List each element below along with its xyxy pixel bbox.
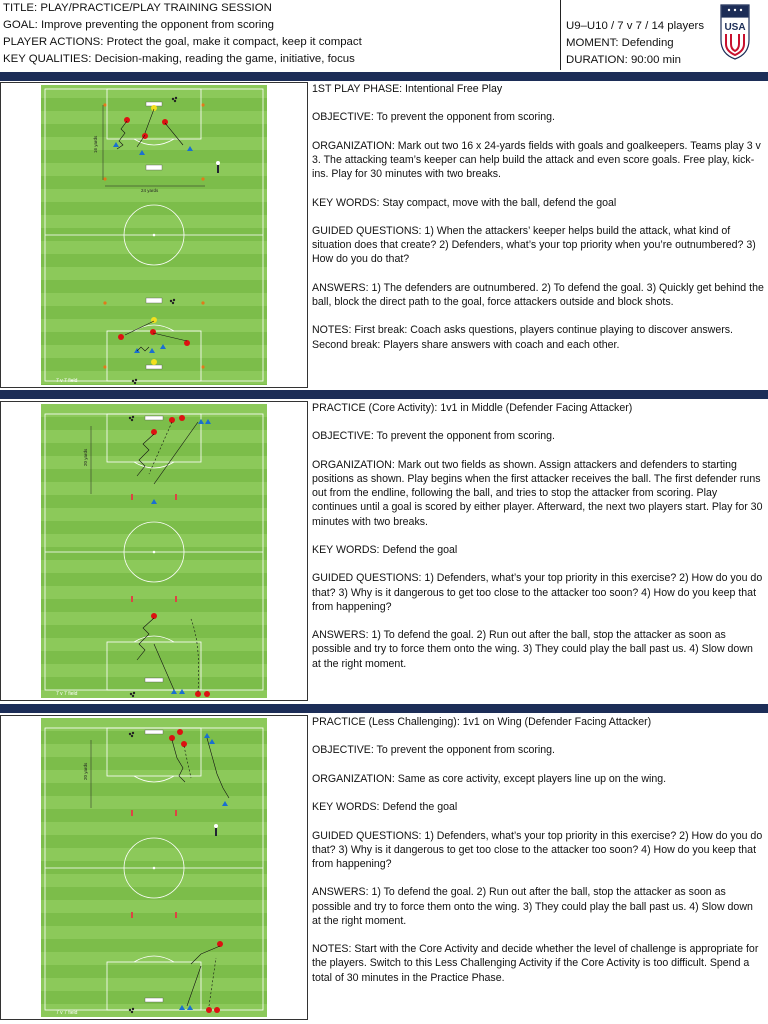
core-activity-field	[41, 404, 267, 698]
objective: OBJECTIVE: To prevent the opponent from scoring.	[312, 744, 555, 757]
answers: ANSWERS: 1) To defend the goal. 2) Run out after the ball, stop the attacker as soon as possible and try to force them onto the wing. 3) They could play the ball past us. 4) Slow down at the right moment.	[312, 886, 753, 927]
goal-icon	[145, 730, 163, 734]
duration: DURATION: 90:00 min	[566, 54, 681, 66]
field-diagram	[0, 715, 308, 1020]
session-text	[312, 82, 764, 366]
answers: ANSWERS: 1) To defend the goal. 2) Run out after the ball, stop the attacker as soon as possible and try to force them onto the wing. 3) They could play the ball past us. 4) Slow down at the right moment.	[312, 629, 753, 670]
session-text	[312, 401, 764, 685]
section-less-challenging	[0, 715, 768, 1020]
guided-questions: GUIDED QUESTIONS: 1) Defenders, what’s your top priority in this exercise? 2) How do you do that? 3) Why is it dangerous to get too close to the attacker too soon? 4) How do you keep that from happening?	[312, 572, 763, 613]
guided-questions: GUIDED QUESTIONS: 1) When the attackers’ keeper helps build the attack, what kind of situation does that create? 2) Defenders, what’s your top priority when you’re outnumbered? 3) How do you do that?	[312, 224, 756, 266]
key-qualities: KEY QUALITIES: Decision-making, reading the game, initiative, focus	[3, 53, 355, 65]
field-label: 7 v 7 field	[56, 1010, 78, 1016]
organization: ORGANIZATION: Mark out two 16 x 24-yards fields with goals and goalkeepers. Teams play 3 v 3. The attacking team’s keeper can help build the attack and even score goals. Free play, kick-ins. Play for 30 minutes with two breaks.	[312, 139, 761, 181]
goal-icon	[145, 998, 163, 1002]
age-group: U9–U10 / 7 v 7 / 14 players	[566, 20, 705, 32]
keeper-icon	[151, 105, 157, 111]
goal-icon	[146, 365, 162, 369]
section-core-activity	[0, 401, 768, 701]
dim-vertical: 20 yards	[83, 448, 88, 466]
section-heading: PRACTICE (Core Activity): 1v1 in Middle (Defender Facing Attacker)	[312, 402, 633, 414]
goal-icon	[145, 678, 163, 682]
dim-vertical: 20 yards	[83, 762, 88, 780]
coach-icon	[214, 824, 218, 828]
field-diagram	[0, 82, 308, 388]
session-goal: GOAL: Improve preventing the opponent from scoring	[3, 19, 274, 31]
section-heading: PRACTICE (Less Challenging): 1v1 on Wing (Defender Facing Attacker)	[312, 716, 652, 728]
keeper-icon	[151, 359, 157, 365]
play-phase-field	[41, 85, 267, 385]
key-words: KEY WORDS: Defend the goal	[312, 543, 458, 556]
logo-lettering: USA	[724, 22, 746, 33]
notes: NOTES: First break: Coach asks questions, players continue playing to discover answers. Second break: Players share answers with coach and each other.	[312, 324, 733, 351]
session-text	[312, 715, 764, 999]
header-divider	[0, 72, 768, 81]
coach-icon	[216, 161, 220, 165]
section-divider	[0, 390, 768, 399]
section-play-phase	[0, 82, 768, 390]
objective: OBJECTIVE: To prevent the opponent from scoring.	[312, 430, 555, 443]
section-heading: 1ST PLAY PHASE: Intentional Free Play	[312, 83, 503, 95]
player-actions: PLAYER ACTIONS: Protect the goal, make it compact, keep it compact	[3, 36, 362, 48]
moment: MOMENT: Defending	[566, 37, 674, 49]
dim-vertical: 16 yards	[93, 135, 98, 153]
objective: OBJECTIVE: To prevent the opponent from scoring.	[312, 111, 555, 124]
field-diagram	[0, 401, 308, 701]
goal-icon	[145, 416, 163, 420]
answers: ANSWERS: 1) The defenders are outnumbered. 2) To defend the goal. 3) Quickly get behind the ball, block the direct path to the goal, force attackers outside and block shots.	[312, 281, 764, 308]
section-divider	[0, 704, 768, 713]
session-title: TITLE: PLAY/PRACTICE/PLAY TRAINING SESSION	[3, 2, 272, 14]
field-label: 7 v 7 field	[56, 378, 78, 384]
session-meta	[562, 0, 768, 70]
key-words: KEY WORDS: Stay compact, move with the ball, defend the goal	[312, 196, 617, 209]
organization: ORGANIZATION: Same as core activity, except players line up on the wing.	[312, 772, 667, 785]
dim-horizontal: 24 yards	[141, 188, 159, 193]
key-words: KEY WORDS: Defend the goal	[312, 801, 458, 814]
us-soccer-logo	[720, 4, 750, 60]
goal-icon	[146, 298, 162, 303]
field-label: 7 v 7 field	[56, 691, 78, 697]
organization: ORGANIZATION: Mark out two fields as shown. Assign attackers and defenders to starting positions as shown. Play begins when the first attacker receives the ball. The first defender runs out from the endline, following the ball, and tries to stop the attacker from scoring. Play continues until a goal is scored by either player. Afterward, the next two players start. Play for 30 minutes with two breaks.	[312, 458, 763, 528]
notes: NOTES: Start with the Core Activity and decide whether the level of challenge is appropriate for the players. Switch to this Less Challenging Activity if the Core Activity is too difficult. Spend a total of 30 minutes in the Practice Phase.	[312, 943, 759, 984]
less-challenging-field	[41, 718, 267, 1017]
goal-icon	[146, 165, 162, 170]
session-header	[0, 0, 561, 70]
guided-questions: GUIDED QUESTIONS: 1) Defenders, what’s your top priority in this exercise? 2) How do you do that? 3) Why is it dangerous to get too close to the attacker too soon? 4) How do you keep that from happening?	[312, 829, 763, 870]
